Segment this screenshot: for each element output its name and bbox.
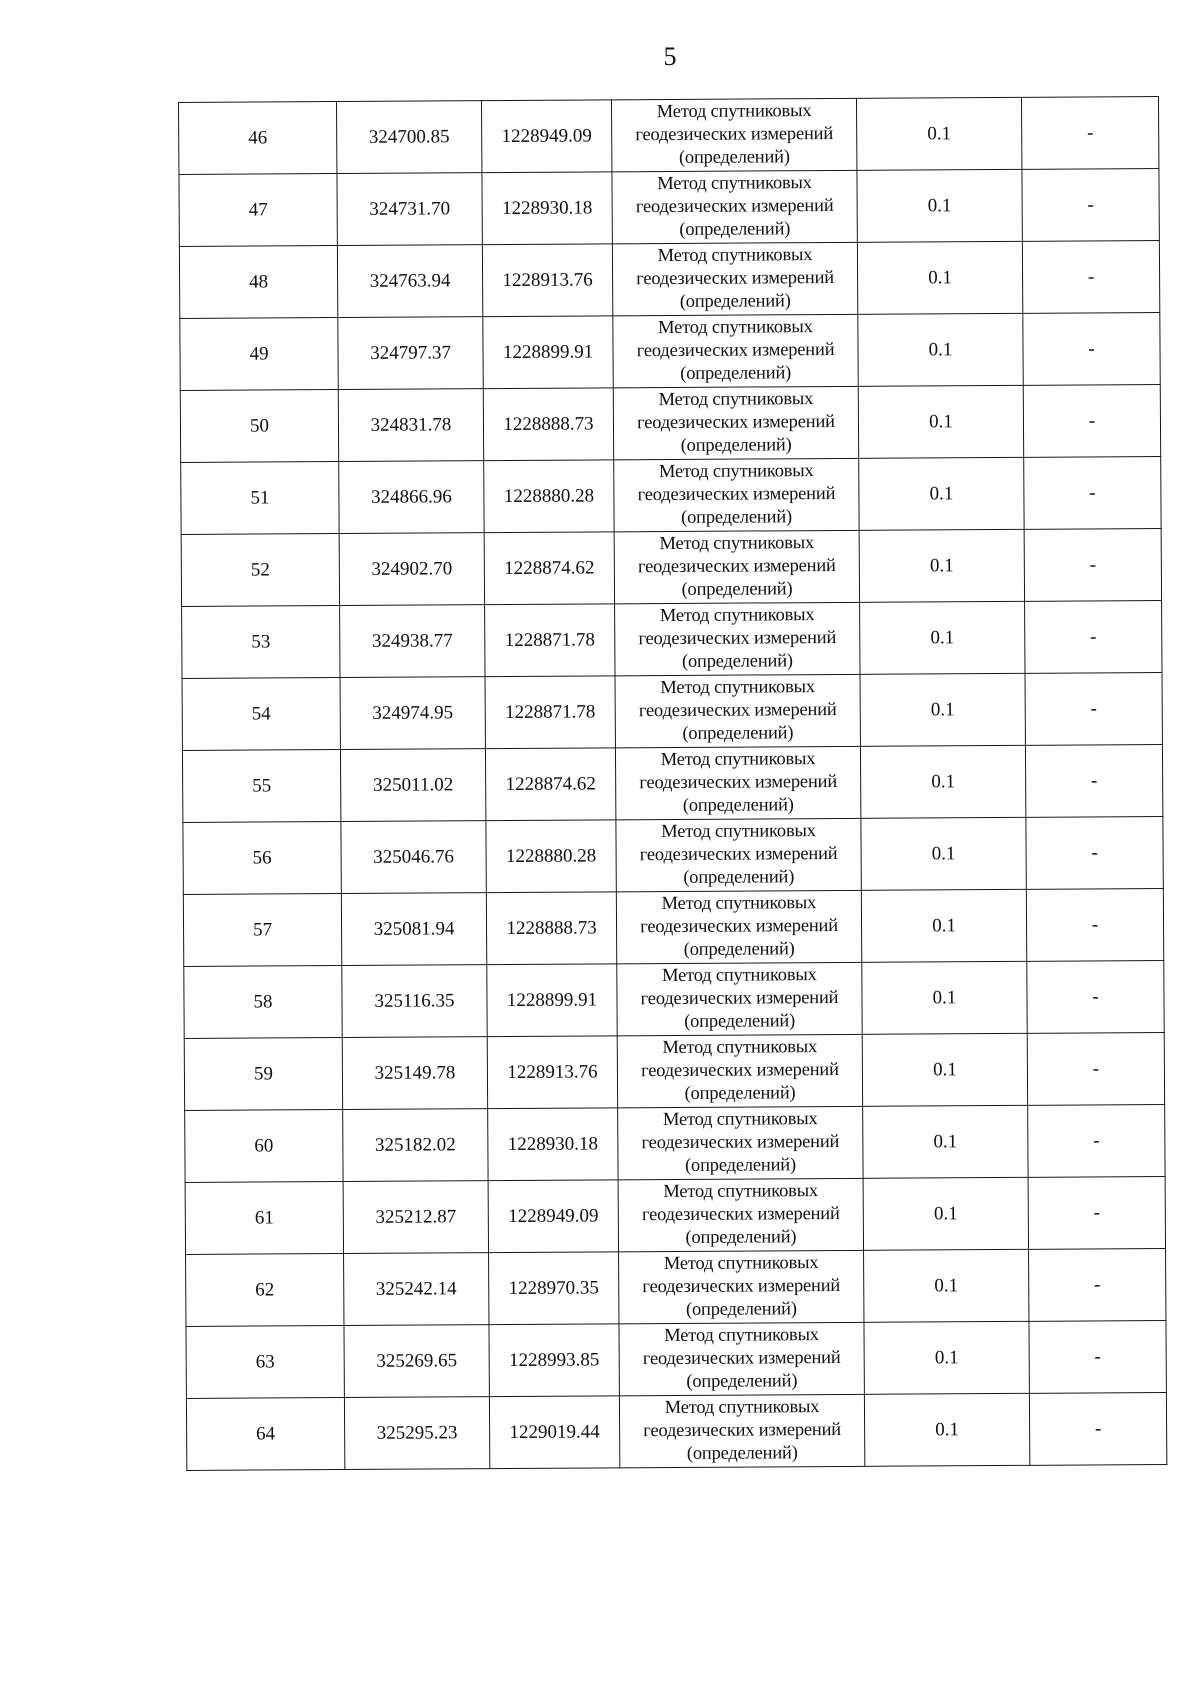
note-cell: - (1025, 601, 1162, 674)
method-text-line: (определений) (684, 1011, 796, 1032)
y-coordinate-cell: 1228899.91 (487, 964, 617, 1037)
point-number-cell: 61 (185, 1182, 343, 1255)
table-row (182, 744, 1162, 822)
note-cell: - (1026, 816, 1163, 889)
point-number-cell: 59 (184, 1038, 342, 1111)
x-coordinate-cell: 324866.96 (339, 461, 484, 534)
table-row (186, 1320, 1166, 1398)
method-text-line: геодезических измерений (637, 483, 836, 506)
note-cell: - (1027, 960, 1164, 1033)
y-coordinate-cell: 1228930.18 (482, 172, 612, 245)
method-text-line: (определений) (680, 435, 792, 456)
table-row (183, 888, 1163, 966)
x-coordinate-cell: 325182.02 (343, 1109, 488, 1182)
y-coordinate-cell: 1228871.78 (485, 604, 615, 677)
accuracy-cell: 0.1 (859, 457, 1024, 530)
y-coordinate-cell: 1228993.85 (489, 1324, 619, 1397)
method-text-line: Метод спутниковых (657, 173, 812, 195)
note-cell: - (1029, 1392, 1166, 1465)
method-cell (612, 170, 857, 243)
point-number-cell: 52 (181, 534, 339, 607)
note-cell: - (1025, 744, 1162, 817)
accuracy-cell: 0.1 (856, 97, 1021, 170)
note-cell: - (1027, 1032, 1164, 1105)
x-coordinate-cell: 324831.78 (338, 389, 483, 462)
method-text-line: (определений) (685, 1155, 796, 1176)
method-text-line: (определений) (683, 939, 795, 960)
y-coordinate-cell: 1228949.09 (488, 1180, 618, 1253)
method-text-line: (определений) (682, 795, 794, 816)
x-coordinate-cell: 325149.78 (342, 1037, 487, 1110)
method-text-line: Метод спутниковых (656, 101, 812, 123)
accuracy-cell: 0.1 (860, 601, 1025, 674)
method-text-line: Метод спутниковых (664, 1325, 819, 1347)
y-coordinate-cell: 1228930.18 (488, 1108, 618, 1181)
method-text-line: геодезических измерений (642, 1275, 841, 1298)
table-row (181, 457, 1161, 535)
x-coordinate-cell: 325242.14 (344, 1253, 489, 1326)
method-text-line: Метод спутниковых (658, 461, 814, 483)
method-cell (618, 1106, 863, 1179)
accuracy-cell: 0.1 (863, 1105, 1028, 1178)
point-number-cell: 48 (179, 246, 337, 319)
note-cell: - (1026, 888, 1163, 961)
page-number: 5 (663, 42, 677, 71)
method-text-line: (определений) (679, 291, 791, 312)
table-row (185, 1176, 1165, 1254)
method-text-line: геодезических измерений (639, 843, 838, 866)
method-text-line: геодезических измерений (641, 1131, 840, 1154)
method-text-line: Метод спутниковых (658, 389, 814, 411)
y-coordinate-cell: 1228880.28 (484, 460, 614, 533)
x-coordinate-cell: 325212.87 (343, 1181, 488, 1254)
method-text-line: геодезических измерений (635, 123, 834, 146)
x-coordinate-cell: 324938.77 (340, 605, 485, 678)
note-cell: - (1021, 97, 1158, 170)
method-text-line: геодезических измерений (641, 1059, 839, 1082)
point-number-cell: 57 (183, 894, 341, 967)
accuracy-cell: 0.1 (863, 1177, 1028, 1250)
note-cell: - (1023, 385, 1160, 458)
y-coordinate-cell: 1228888.73 (483, 388, 613, 461)
x-coordinate-cell: 324974.95 (340, 677, 485, 750)
method-cell (619, 1394, 864, 1467)
method-text-line: Метод спутниковых (661, 893, 817, 915)
method-cell (614, 458, 859, 531)
table-row (179, 169, 1159, 247)
note-cell: - (1025, 672, 1162, 745)
note-cell: - (1028, 1176, 1165, 1249)
method-text-line: (определений) (678, 147, 790, 168)
note-cell: - (1024, 529, 1161, 602)
note-cell: - (1022, 169, 1159, 242)
method-cell (618, 1178, 863, 1251)
coordinates-table-body (179, 97, 1167, 1471)
accuracy-cell: 0.1 (862, 961, 1027, 1034)
method-text-line: (определений) (681, 651, 793, 672)
point-number-cell: 55 (182, 750, 340, 823)
y-coordinate-cell: 1228899.91 (483, 316, 613, 389)
method-text-line: (определений) (684, 1083, 796, 1104)
method-text-line: геодезических измерений (637, 555, 836, 578)
accuracy-cell: 0.1 (858, 313, 1023, 386)
table-row (183, 816, 1163, 894)
method-text-line: Метод спутниковых (661, 965, 817, 987)
note-cell: - (1022, 241, 1159, 314)
table-row (184, 1032, 1164, 1110)
point-number-cell: 51 (181, 462, 339, 535)
x-coordinate-cell: 324731.70 (337, 173, 482, 246)
y-coordinate-cell: 1228913.76 (482, 244, 612, 317)
note-cell: - (1029, 1320, 1166, 1393)
method-cell (615, 746, 860, 819)
accuracy-cell: 0.1 (861, 889, 1026, 962)
point-number-cell: 47 (179, 174, 337, 247)
method-text-line: (определений) (683, 867, 795, 888)
table-row (186, 1248, 1166, 1326)
method-text-line: Метод спутниковых (664, 1397, 820, 1419)
accuracy-cell: 0.1 (864, 1393, 1029, 1466)
y-coordinate-cell: 1229019.44 (489, 1396, 619, 1469)
method-text-line: Метод спутниковых (663, 1253, 819, 1275)
table-row (182, 601, 1162, 679)
method-text-line: геодезических измерений (643, 1419, 842, 1442)
y-coordinate-cell: 1228874.62 (485, 748, 615, 821)
method-text-line: (определений) (686, 1371, 798, 1392)
table-row (184, 960, 1164, 1038)
method-cell (612, 242, 857, 315)
point-number-cell: 58 (184, 966, 342, 1039)
method-text-line: геодезических измерений (635, 195, 834, 218)
point-number-cell: 50 (180, 390, 338, 463)
accuracy-cell: 0.1 (858, 385, 1023, 458)
point-number-cell: 53 (182, 606, 340, 679)
method-text-line: геодезических измерений (636, 339, 835, 362)
method-text-line: геодезических измерений (639, 771, 838, 794)
method-text-line: геодезических измерений (638, 627, 837, 650)
accuracy-cell: 0.1 (857, 169, 1022, 242)
method-cell (614, 530, 859, 603)
accuracy-cell: 0.1 (859, 529, 1024, 602)
method-text-line: Метод спутниковых (660, 677, 815, 699)
x-coordinate-cell: 325116.35 (342, 965, 487, 1038)
accuracy-cell: 0.1 (857, 241, 1022, 314)
table-row (185, 1104, 1165, 1182)
point-number-cell: 63 (186, 1326, 344, 1399)
x-coordinate-cell: 325011.02 (340, 749, 485, 822)
point-number-cell: 60 (185, 1110, 343, 1183)
method-text-line: Метод спутниковых (658, 317, 813, 339)
method-cell (616, 818, 861, 891)
point-number-cell: 46 (179, 102, 337, 175)
method-cell (615, 602, 860, 675)
method-cell (616, 890, 861, 963)
table-row (179, 97, 1159, 175)
method-text-line: (определений) (685, 1299, 797, 1320)
method-text-line: геодезических измерений (640, 915, 838, 938)
y-coordinate-cell: 1228949.09 (481, 100, 611, 173)
method-text-line: геодезических измерений (637, 411, 835, 434)
method-text-line: Метод спутниковых (663, 1181, 819, 1203)
method-text-line: Метод спутниковых (661, 821, 816, 843)
table-row (186, 1392, 1166, 1470)
x-coordinate-cell: 324700.85 (337, 101, 482, 174)
point-number-cell: 64 (186, 1398, 344, 1471)
method-text-line: (определений) (681, 579, 793, 600)
y-coordinate-cell: 1228874.62 (484, 532, 614, 605)
method-cell (617, 1034, 862, 1107)
point-number-cell: 54 (182, 678, 340, 751)
point-number-cell: 62 (186, 1254, 344, 1327)
x-coordinate-cell: 325046.76 (341, 821, 486, 894)
method-text-line: (определений) (682, 723, 794, 744)
method-cell (619, 1250, 864, 1323)
y-coordinate-cell: 1228871.78 (485, 676, 615, 749)
method-text-line: геодезических измерений (638, 699, 837, 722)
table-row (181, 529, 1161, 607)
note-cell: - (1028, 1104, 1165, 1177)
x-coordinate-cell: 324763.94 (337, 245, 482, 318)
table-row (180, 385, 1160, 463)
y-coordinate-cell: 1228880.28 (486, 820, 616, 893)
table-row (179, 241, 1159, 319)
method-text-line: Метод спутниковых (662, 1109, 818, 1131)
method-text-line: Метод спутниковых (659, 533, 815, 555)
table-row (182, 672, 1162, 750)
method-cell (615, 674, 860, 747)
method-cell (617, 962, 862, 1035)
method-text-line: (определений) (680, 363, 792, 384)
note-cell: - (1029, 1248, 1166, 1321)
table-row (180, 313, 1160, 391)
method-text-line: геодезических измерений (642, 1347, 841, 1370)
point-number-cell: 56 (183, 822, 341, 895)
x-coordinate-cell: 324797.37 (338, 317, 483, 390)
method-text-line: Метод спутниковых (659, 605, 815, 627)
accuracy-cell: 0.1 (862, 1033, 1027, 1106)
method-text-line: геодезических измерений (641, 1203, 840, 1226)
x-coordinate-cell: 325295.23 (344, 1397, 489, 1470)
method-text-line: (определений) (679, 219, 791, 240)
method-text-line: Метод спутниковых (662, 1037, 818, 1059)
y-coordinate-cell: 1228970.35 (489, 1252, 619, 1325)
method-text-line: (определений) (686, 1443, 798, 1464)
point-number-cell: 49 (180, 318, 338, 391)
x-coordinate-cell: 324902.70 (339, 533, 484, 606)
method-text-line: Метод спутниковых (657, 245, 813, 267)
method-cell (619, 1322, 864, 1395)
accuracy-cell: 0.1 (860, 673, 1025, 746)
y-coordinate-cell: 1228888.73 (486, 892, 616, 965)
accuracy-cell: 0.1 (864, 1321, 1029, 1394)
coordinates-table (178, 96, 1167, 1471)
note-cell: - (1023, 313, 1160, 386)
method-text-line: Метод спутниковых (660, 749, 816, 771)
accuracy-cell: 0.1 (861, 817, 1026, 890)
method-text-line: геодезических измерений (640, 987, 839, 1010)
note-cell: - (1024, 457, 1161, 530)
y-coordinate-cell: 1228913.76 (487, 1036, 617, 1109)
method-cell (613, 314, 858, 387)
x-coordinate-cell: 325081.94 (341, 893, 486, 966)
accuracy-cell: 0.1 (864, 1249, 1029, 1322)
method-text-line: (определений) (681, 507, 793, 528)
x-coordinate-cell: 325269.65 (344, 1325, 489, 1398)
method-text-line: геодезических измерений (636, 267, 835, 290)
accuracy-cell: 0.1 (860, 745, 1025, 818)
method-text-line: (определений) (685, 1227, 797, 1248)
method-cell (613, 386, 858, 459)
method-cell (611, 98, 856, 171)
